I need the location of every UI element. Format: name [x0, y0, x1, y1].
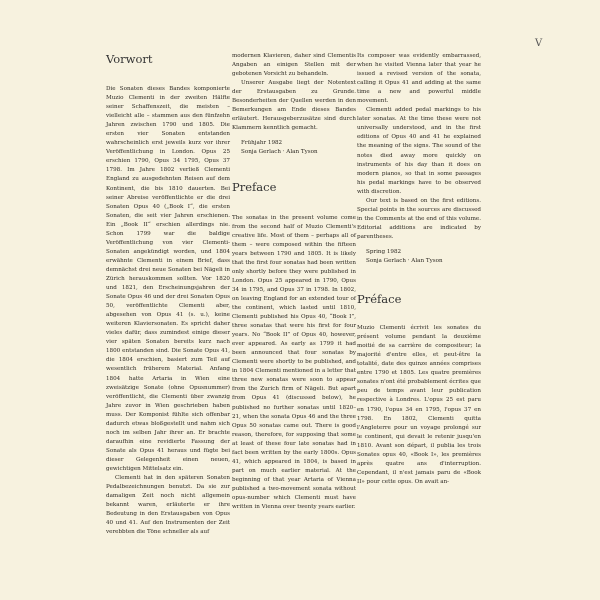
vorwort-paragraph: Unserer Ausgabe liegt der Notentext der Erstausgaben zu Grunde. Besonderheiten der Quellen werden in den Bemerkungen am Ende dieses Bandes erläutert. Herausgeberzusätze sind durch Klammern kenntlich gemacht. [232, 80, 356, 132]
heading-preface-fr: Préface [357, 292, 402, 307]
signature-date: Frühjahr 1982 [241, 140, 283, 147]
vorwort-paragraph: Die Sonaten dieses Bandes komponierte Muzio Clementi in der zweiten Hälfte seiner Schaffenszeit, die meisten – vielleicht alle – stammen aus den fünfzehn Jahren zwischen 1790 und 1805. Die ersten vier Sonaten entstanden wahrscheinlich erst jeweils kurz vor ihrer Veröffentlichung in London. Opus 25 erschien 1790, Opus 34 1795, Opus 37 1798. Im Jahre 1802 verließ Clementi England zu ausgedehnten Reisen auf dem Kontinent, die bis 1810 dauerten. Bei seiner Abreise veröffentlichte er die drei Sonaten Opus 40 („Book I“, die ersten Sonaten, die seit vier Jahren erschienen. Ein „Book II“ erschien allerdings nie. Schon 1799 war die baldige Veröffentlichung von vier Clementi-Sonaten angekündigt worden, und 1804 erwähnte Clementi in einem Brief, dass demnächst drei neue Sonaten bei Nägeli in Zürich herauskommen sollten. Vor 1820 und 1821, den Erscheinungsjahren der Sonate Opus 46 und der drei Sonaten Opus 50, veröffentlichte Clementi aber, abgesehen von Opus 41 (s. u.), keine weiteren Klaviersonaten. Es spricht daher vieles dafür, dass zumindest einige dieser vier späten Sonaten bereits kurz nach 1800 entstanden sind. Die Sonate Opus 41, die 1804 erschien, basiert zum Teil auf wesentlich früherem Material. Anfang 1804 hatte Artaria in Wien eine zweisätzige Sonate (ohne Opusnummer) veröffentlicht, die Clementi über zwanzig Jahre zuvor in Wien geschrieben haben muss. Der Komponist fühlte sich offenbar dadurch etwas bloßgestellt und nahm sich noch im selben Jahr ihrer an. Er brachte daraufhin eine revidierte Fassung der Sonate als Opus 41 heraus und fügte bei dieser Gelegenheit einen neuen, gewichtigen Mittelsatz ein. [106, 86, 230, 472]
vorwort-paragraph: Clementi hat in den späteren Sonaten Pedalbezeichnungen benutzt. Da sie zur damaligen Zeit noch nicht allgemein bekannt waren, erläuterte er ihre Bedeutung in den Erstausgaben von Opus 40 und 41. Auf den Instrumenten der Zeit verebbten die Töne schneller als auf [106, 475, 230, 536]
page-number: V [535, 38, 543, 49]
heading-vorwort: Vorwort [106, 52, 153, 66]
vorwort-paragraph: modernen Klavieren, daher sind Clementis Angaben an einigen Stellen mit der gebotenen Vorsicht zu behandeln. [232, 53, 356, 78]
preface-paragraph: Our text is based on the first editions. Special points in the sources are discussed in the Comments at the end of this volume. Editorial additions are indicated by parentheses. [357, 197, 481, 240]
preface-paragraph: Clementi added pedal markings to his later sonatas. At the time these were not universally understood, and in the first editions of Opus 40 and 41 he explained the meaning of the signs. The sound of the notes died away more quickly on instruments of his day than it does on modern pianos, so that in some passages his pedal markings have to be observed with discretion. [357, 107, 481, 195]
signature-names: Sonja Gerlach · Alan Tyson [241, 149, 318, 156]
signature-names: Sonja Gerlach · Alan Tyson [366, 258, 443, 265]
preface-paragraph: The sonatas in the present volume come from the second half of Muzio Clementi's creative life. Most of them – perhaps all of them – were composed within the fifteen years between 1790 and 1805. It is likely that the first four sonatas had been written only shortly before they were published in London. Opus 25 appeared in 1790, Opus 34 in 1795, and Opus 37 in 1798. In 1802, on leaving England for an extended tour of the continent, which lasted until 1810, Clementi published his Opus 40, “Book I”, three sonatas that were his first for four years. No “Book II” of Opus 40, however, ever appeared. As early as 1799 it had been announced that four sonatas by Clementi were shortly to be published, and in 1804 Clementi mentioned in a letter that three new sonatas were soon to appear from the Zurich firm of Nägeli. But apart from Opus 41 (discussed below), he published no further sonatas until 1820–21, when the sonata Opus 46 and the three Opus 50 sonatas came out. There is good reason, therefore, for supposing that some at least of these four late sonatas had in fact been written by the early 1800s. Opus 41, which appeared in 1804, is based in part on much earlier material. At the beginning of that year Artaria of Vienna published a two-movement sonata without opus-number which Clementi must have written in Vienna over twenty years earlier. [232, 214, 356, 511]
preface-paragraph: Its composer was evidently embarrassed, when he visited Vienna later that year he issued a revised version of the sonata, calling it Opus 41 and adding at the same time a new and powerful middle movement. [357, 53, 481, 105]
signature-date: Spring 1982 [366, 248, 402, 255]
column-preface-fr [357, 52, 481, 487]
column-vorwort [106, 52, 230, 537]
preface-fr-paragraph: Muzio Clementi écrivit les sonates du présent volume pendant la deuxième moitié de sa carrière de compositeur; la majorité d'entre elles, et peut-être la totalité, date des quinze années comprises entre 1790 et 1805. Les quatre premières sonates n'ont été probablement écrites que peu de temps avant leur publication respective à Londres. L'opus 25 est paru en 1790, l'opus 34 en 1795, l'opus 37 en 1798. En 1802, Clementi quitta l'Angleterre pour un voyage prolongé sur le continent, qui devait le retenir jusqu'en 1810. Avant son départ, il publia les trois Sonates opus 40, «Book I», les premières après quatre ans d'interruption. Cependant, il n'est jamais paru de «Book II» pour cette opus. On avait an- [357, 325, 481, 485]
column-preface [232, 52, 356, 512]
heading-preface: Preface [232, 179, 277, 194]
